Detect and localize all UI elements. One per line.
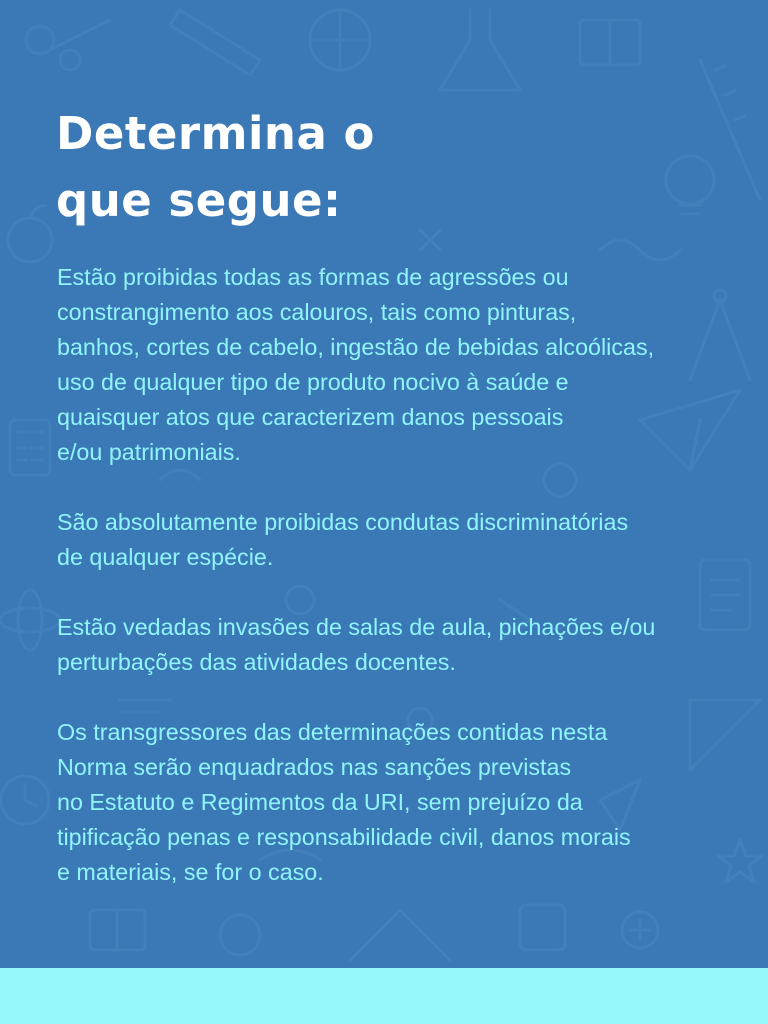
page-title: Determina o que segue: [56, 107, 375, 227]
rule-paragraph-2: São absolutamente proibidas condutas discriminatórias de qualquer espécie. [57, 509, 629, 570]
rules-body [57, 260, 757, 925]
bottom-color-band [0, 968, 768, 1024]
rule-paragraph-4: Os transgressores das determinações contidas nesta Norma serão enquadrados nas sanções previstas no Estatuto e Regimentos da URI, sem prejuízo da tipificação penas e responsabilidade civil, danos morais e materiais, se for o caso. [57, 719, 631, 885]
rule-paragraph-3: Estão vedadas invasões de salas de aula, pichações e/ou perturbações das atividades docentes. [57, 614, 656, 675]
rule-paragraph-1: Estão proibidas todas as formas de agressões ou constrangimento aos calouros, tais como pinturas, banhos, cortes de cabelo, ingestão de bebidas alcoólicas, uso de qualquer tipo de produto nocivo à saúde e quaisquer atos que caracterizem danos pessoais e/ou patrimoniais. [57, 264, 655, 465]
